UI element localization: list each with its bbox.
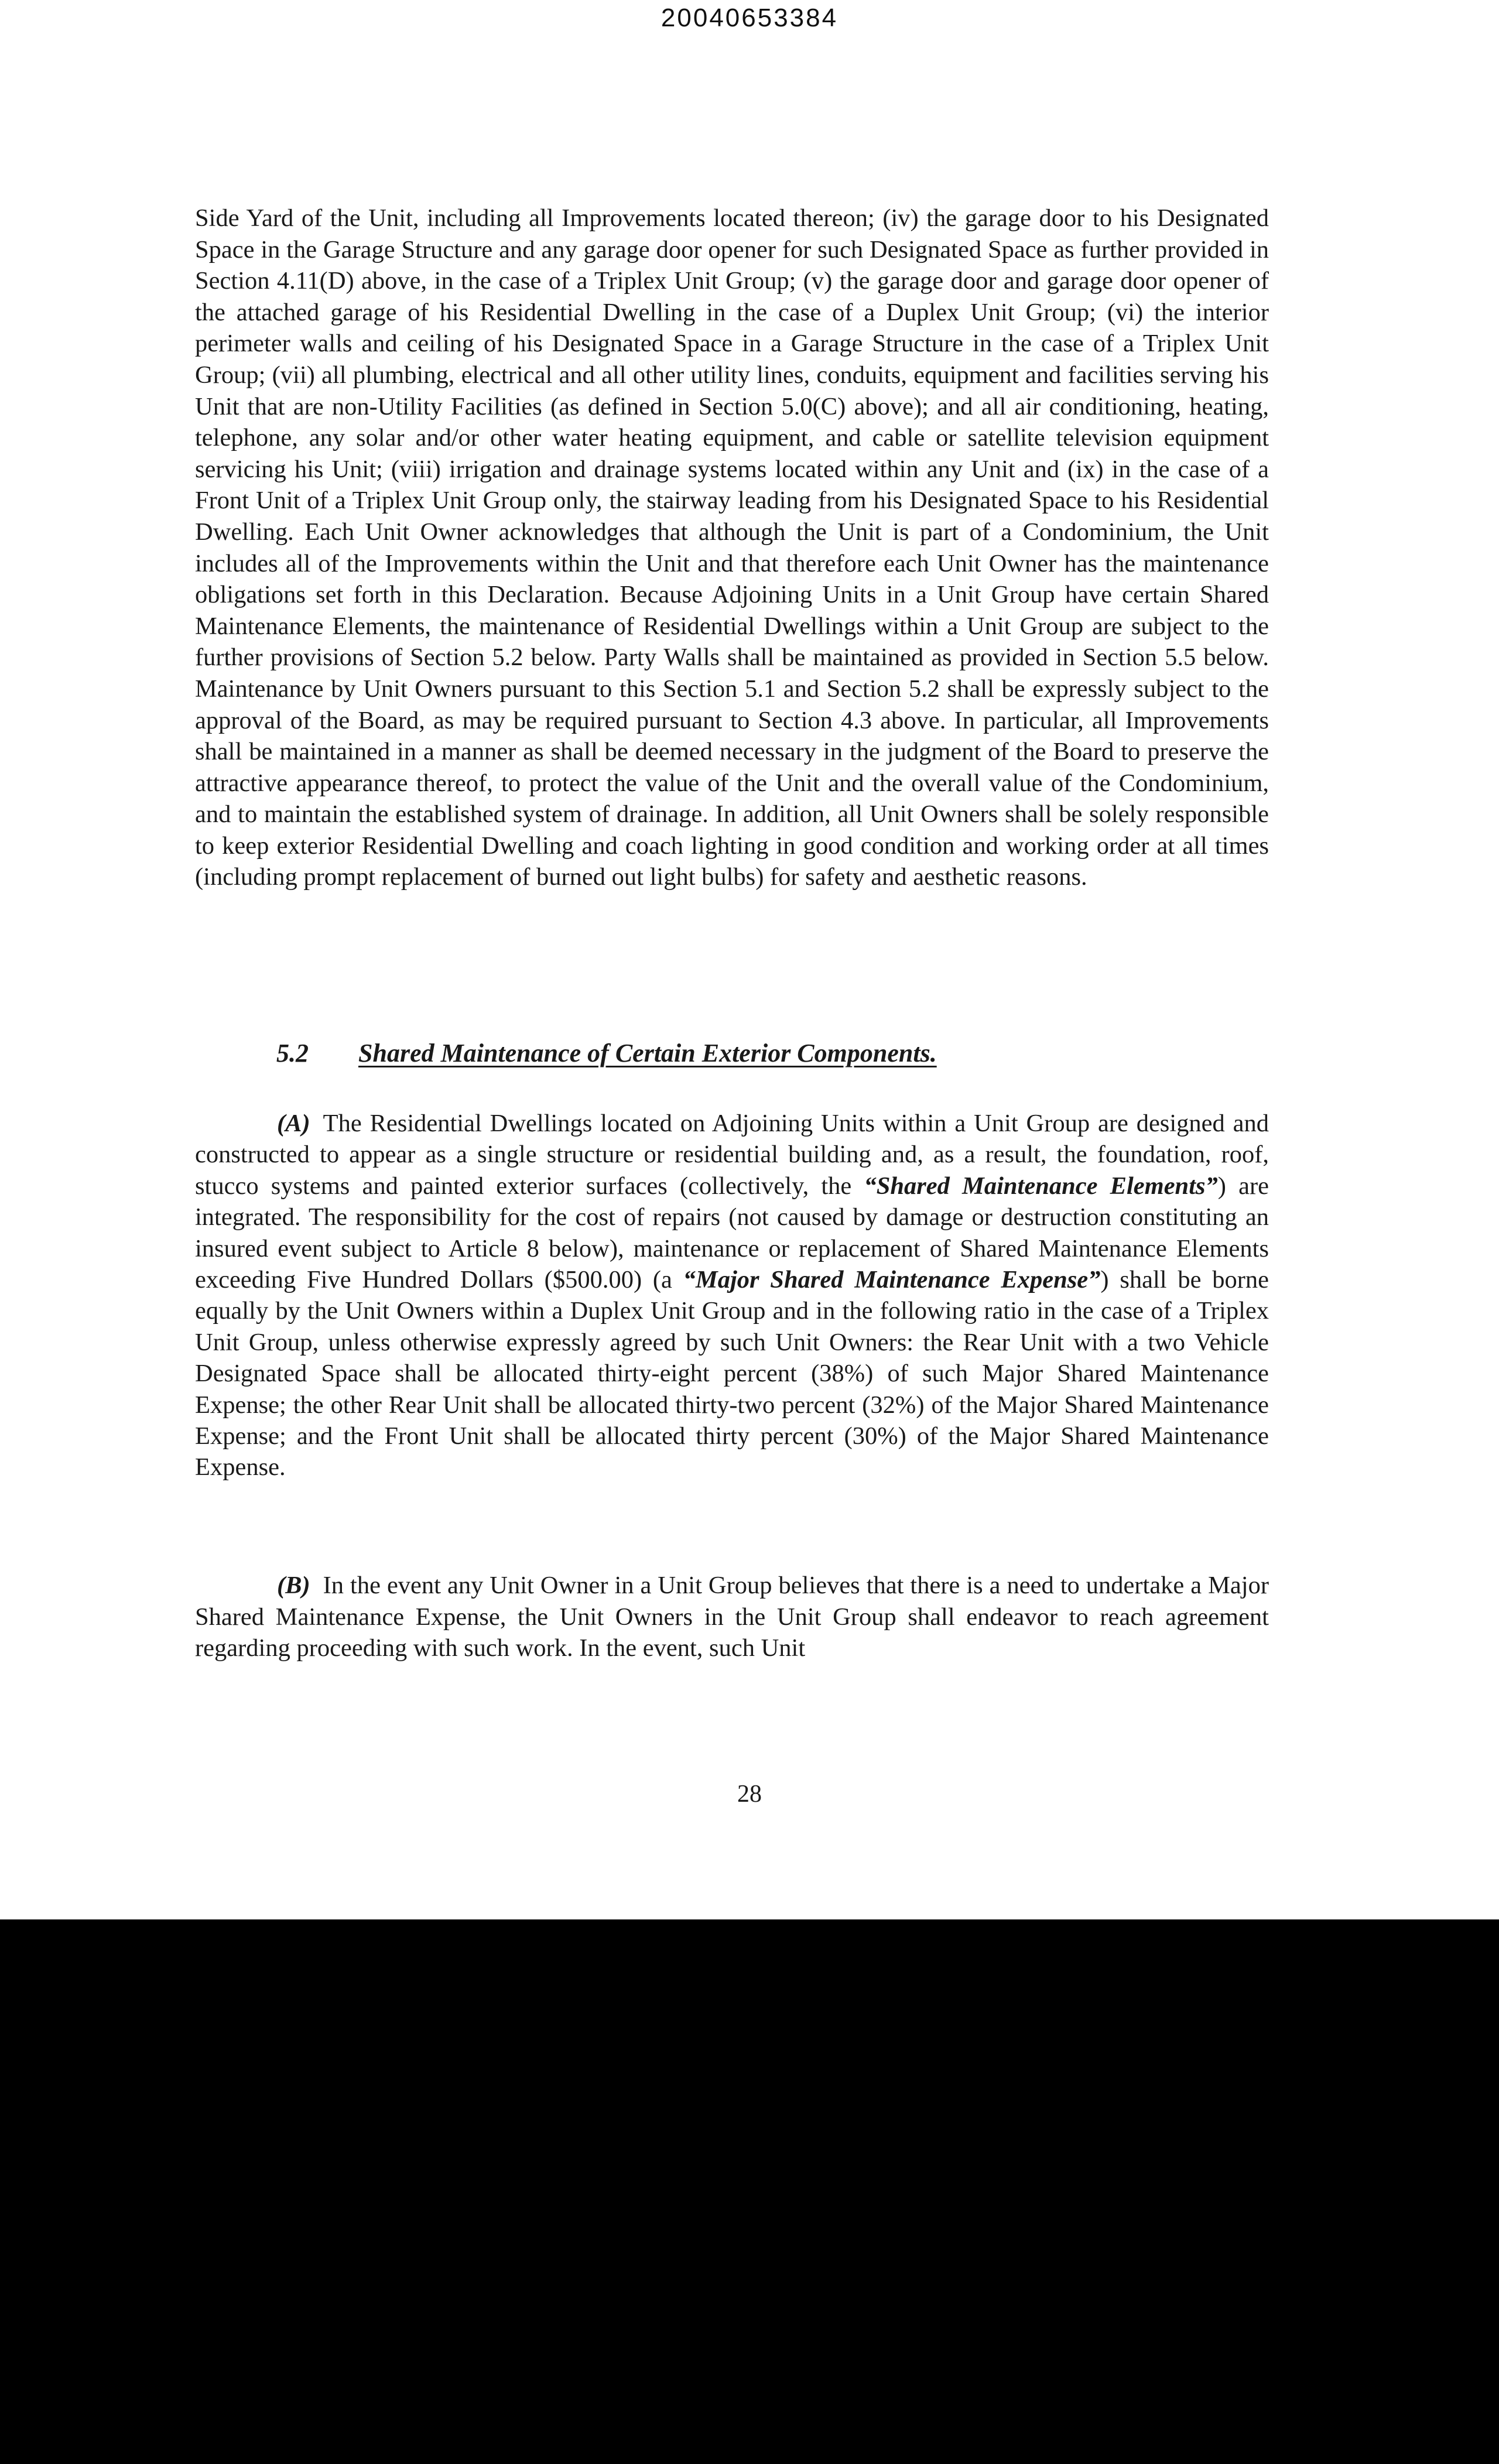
- subsection-a-text-2: ) are integrated. The responsibility for the cost of repairs (not caused by damage or destruction constituting an insured event subject to Article 8 below), maintenance or replacement of Shared Maintenance Elements exceeding Five Hundred Dollars ($500.00) (a: [195, 1172, 1269, 1294]
- subsection-a-text-1: The Residential Dwellings located on Adjoining Units within a Unit Group are designed and constructed to appear as a single structure or residential building and, as a result, the foundation, roof, stucco systems and painted exterior surfaces (collectively, the: [195, 1110, 1269, 1200]
- subsection-a: [195, 1108, 1269, 1483]
- paragraph-unit-owner-maintenance: Side Yard of the Unit, including all Improvements located thereon; (iv) the garage door to his Designated Space in the Garage Structure and any garage door opener for such Designated Space as further provided in Section 4.11(D) above, in the case of a Triplex Unit Group; (v) the garage door and garage door opener of the attached garage of his Residential Dwelling in the case of a Duplex Unit Group; (vi) the interior perimeter walls and ceiling of his Designated Space in a Garage Structure in the case of a Triplex Unit Group; (vii) all plumbing, electrical and all other utility lines, conduits, equipment and facilities serving his Unit that are non-Utility Facilities (as defined in Section 5.0(C) above); and all air conditioning, heating, telephone, any solar and/or other water heating equipment, and cable or satellite television equipment servicing his Unit; (viii) irrigation and drainage systems located within any Unit and (ix) in the case of a Front Unit of a Triplex Unit Group only, the stairway leading from his Designated Space to his Residential Dwelling. Each Unit Owner acknowledges that although the Unit is part of a Condominium, the Unit includes all of the Improvements within the Unit and that therefore each Unit Owner has the maintenance obligations set forth in this Declaration. Because Adjoining Units in a Unit Group have certain Shared Maintenance Elements, the maintenance of Residential Dwellings within a Unit Group are subject to the further provisions of Section 5.2 below. Party Walls shall be maintained as provided in Section 5.5 below. Maintenance by Unit Owners pursuant to this Section 5.1 and Section 5.2 shall be expressly subject to the approval of the Board, as may be required pursuant to Section 4.3 above. In particular, all Improvements shall be maintained in a manner as shall be deemed necessary in the judgment of the Board to preserve the attractive appearance thereof, to protect the value of the Unit and the overall value of the Condominium, and to maintain the established system of drainage. In addition, all Unit Owners shall be solely responsible to keep exterior Residential Dwelling and coach lighting in good condition and working order at all times (including prompt replacement of burned out light bulbs) for safety and aesthetic reasons.: [195, 204, 1269, 891]
- page-number: 28: [737, 1781, 762, 1808]
- section-heading-5-2: [276, 1038, 937, 1068]
- section-5-1-continuation: [195, 203, 1269, 893]
- subsection-b-label: (B): [277, 1572, 310, 1599]
- defined-term-major-shared-maintenance-expense: “Major Shared Maintenance Expense”: [683, 1266, 1101, 1294]
- section-number: 5.2: [276, 1039, 309, 1067]
- scan-border: [0, 1919, 1499, 2464]
- defined-term-shared-maintenance-elements: “Shared Maintenance Elements”: [864, 1172, 1218, 1200]
- section-title: Shared Maintenance of Certain Exterior Components.: [358, 1039, 937, 1067]
- subsection-a-text-3: ) shall be borne equally by the Unit Owners within a Duplex Unit Group and in the following ratio in the case of a Triplex Unit Group, unless otherwise expressly agreed by such Unit Owners: the Rear Unit with a two Vehicle Designated Space shall be allocated thirty-eight percent (38%) of such Major Shared Maintenance Expense; the other Rear Unit shall be allocated thirty-two percent (32%) of the Major Shared Maintenance Expense; and the Front Unit shall be allocated thirty percent (30%) of the Major Shared Maintenance Expense.: [195, 1266, 1269, 1481]
- subsection-b: [195, 1570, 1269, 1664]
- subsection-b-text: In the event any Unit Owner in a Unit Group believes that there is a need to undertake a Major Shared Maintenance Expense, the Unit Owners in the Unit Group shall endeavor to reach agreement regarding proceeding with such work. In the event, such Unit: [195, 1572, 1269, 1662]
- document-number: 20040653384: [660, 4, 839, 32]
- subsection-a-label: (A): [277, 1110, 310, 1137]
